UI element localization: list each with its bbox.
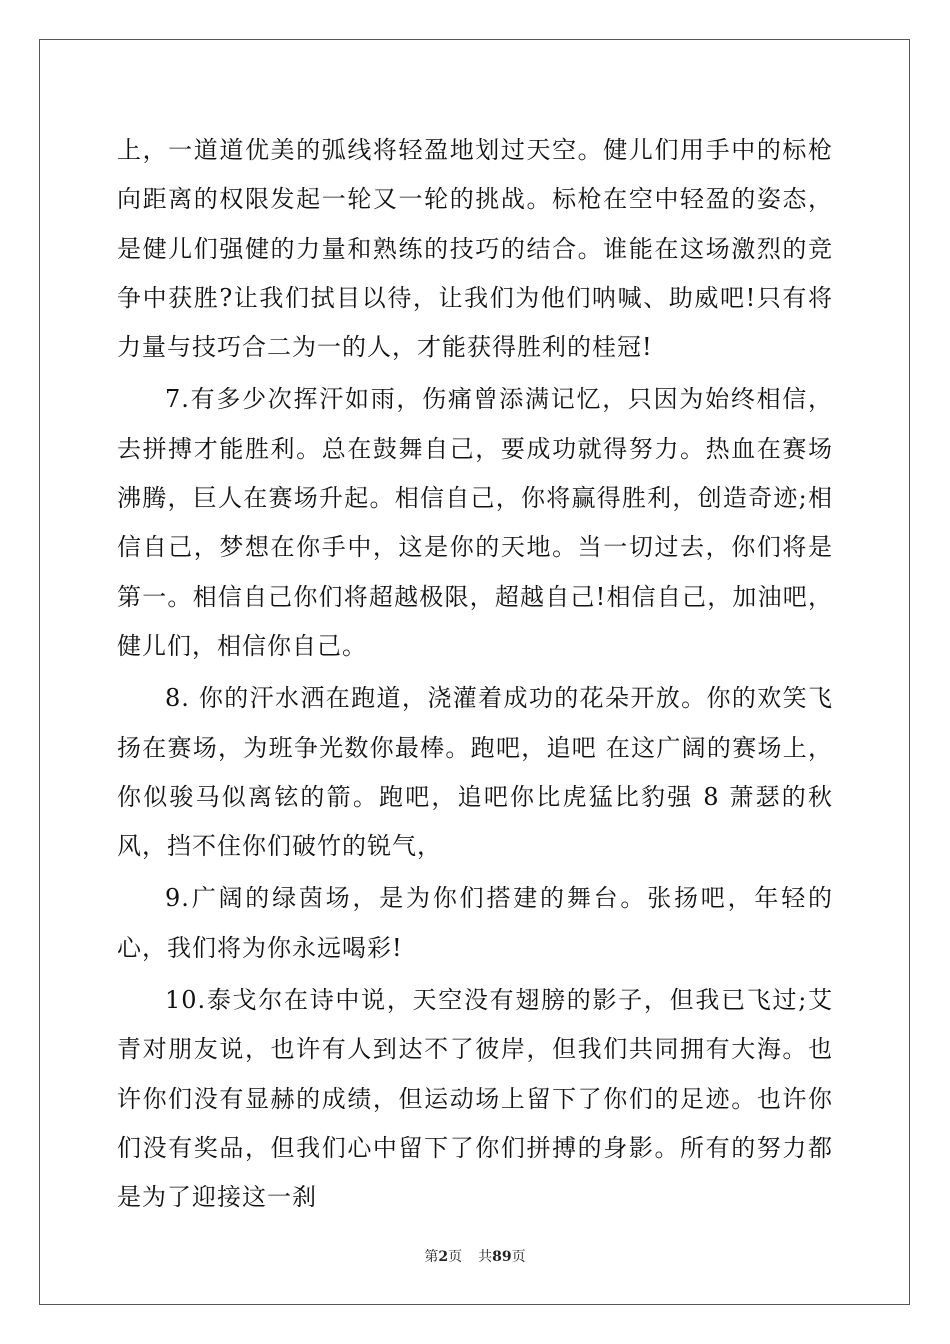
paragraph-item-7: 7.有多少次挥汗如雨，伤痛曾添满记忆，只因为始终相信，去拼搏才能胜利。总在鼓舞自己，要成功就得努力。热血在赛场沸腾，巨人在赛场升起。相信自己，你将赢得胜利，创造奇迹;相信自己，梦想在你手中，这是你的天地。当一切过去，你们将是第一。相信自己你们将超越极限，超越自己!相信自己，加油吧，健儿们，相信你自己。 — [117, 385, 833, 660]
paragraph-item-8: 8. 你的汗水洒在跑道，浇灌着成功的花朵开放。你的欢笑飞扬在赛场，为班争光数你最棒。跑吧，追吧 在这广阔的赛场上，你似骏马似离铉的箭。跑吧，追吧你比虎猛比豹强 8 萧瑟的秋风，挡不住你们破竹的锐气， — [117, 684, 833, 861]
current-page-number: 2 — [438, 1249, 449, 1265]
page-suffix: 页 — [448, 1249, 463, 1265]
paragraph-item-9: 9.广阔的绿茵场，是为你们搭建的舞台。张扬吧，年轻的心，我们将为你永远喝彩! — [117, 884, 833, 962]
document-body — [117, 126, 833, 1226]
total-suffix: 页 — [511, 1249, 526, 1265]
paragraph-item-10: 10.泰戈尔在诗中说，天空没有翅膀的影子，但我已飞过;艾青对朋友说，也许有人到达不了彼岸，但我们共同拥有大海。也许你们没有显赫的成绩，但运动场上留下了你们的足迹。也许你们没有奖品，但我们心中留下了你们拼搏的身影。所有的努力都是为了迎接这一刹 — [117, 986, 833, 1212]
paragraph-continuation: 上，一道道优美的弧线将轻盈地划过天空。健儿们用手中的标枪向距离的权限发起一轮又一轮的挑战。标枪在空中轻盈的姿态，是健儿们强健的力量和熟练的技巧的结合。谁能在这场激烈的竞争中获胜?让我们拭目以待，让我们为他们呐喊、助威吧!只有将力量与技巧合二为一的人，才能获得胜利的桂冠! — [117, 136, 833, 362]
total-prefix: 共 — [478, 1249, 493, 1265]
page-prefix: 第 — [424, 1249, 439, 1265]
page-footer — [0, 1246, 950, 1266]
total-page-count: 89 — [492, 1249, 512, 1265]
